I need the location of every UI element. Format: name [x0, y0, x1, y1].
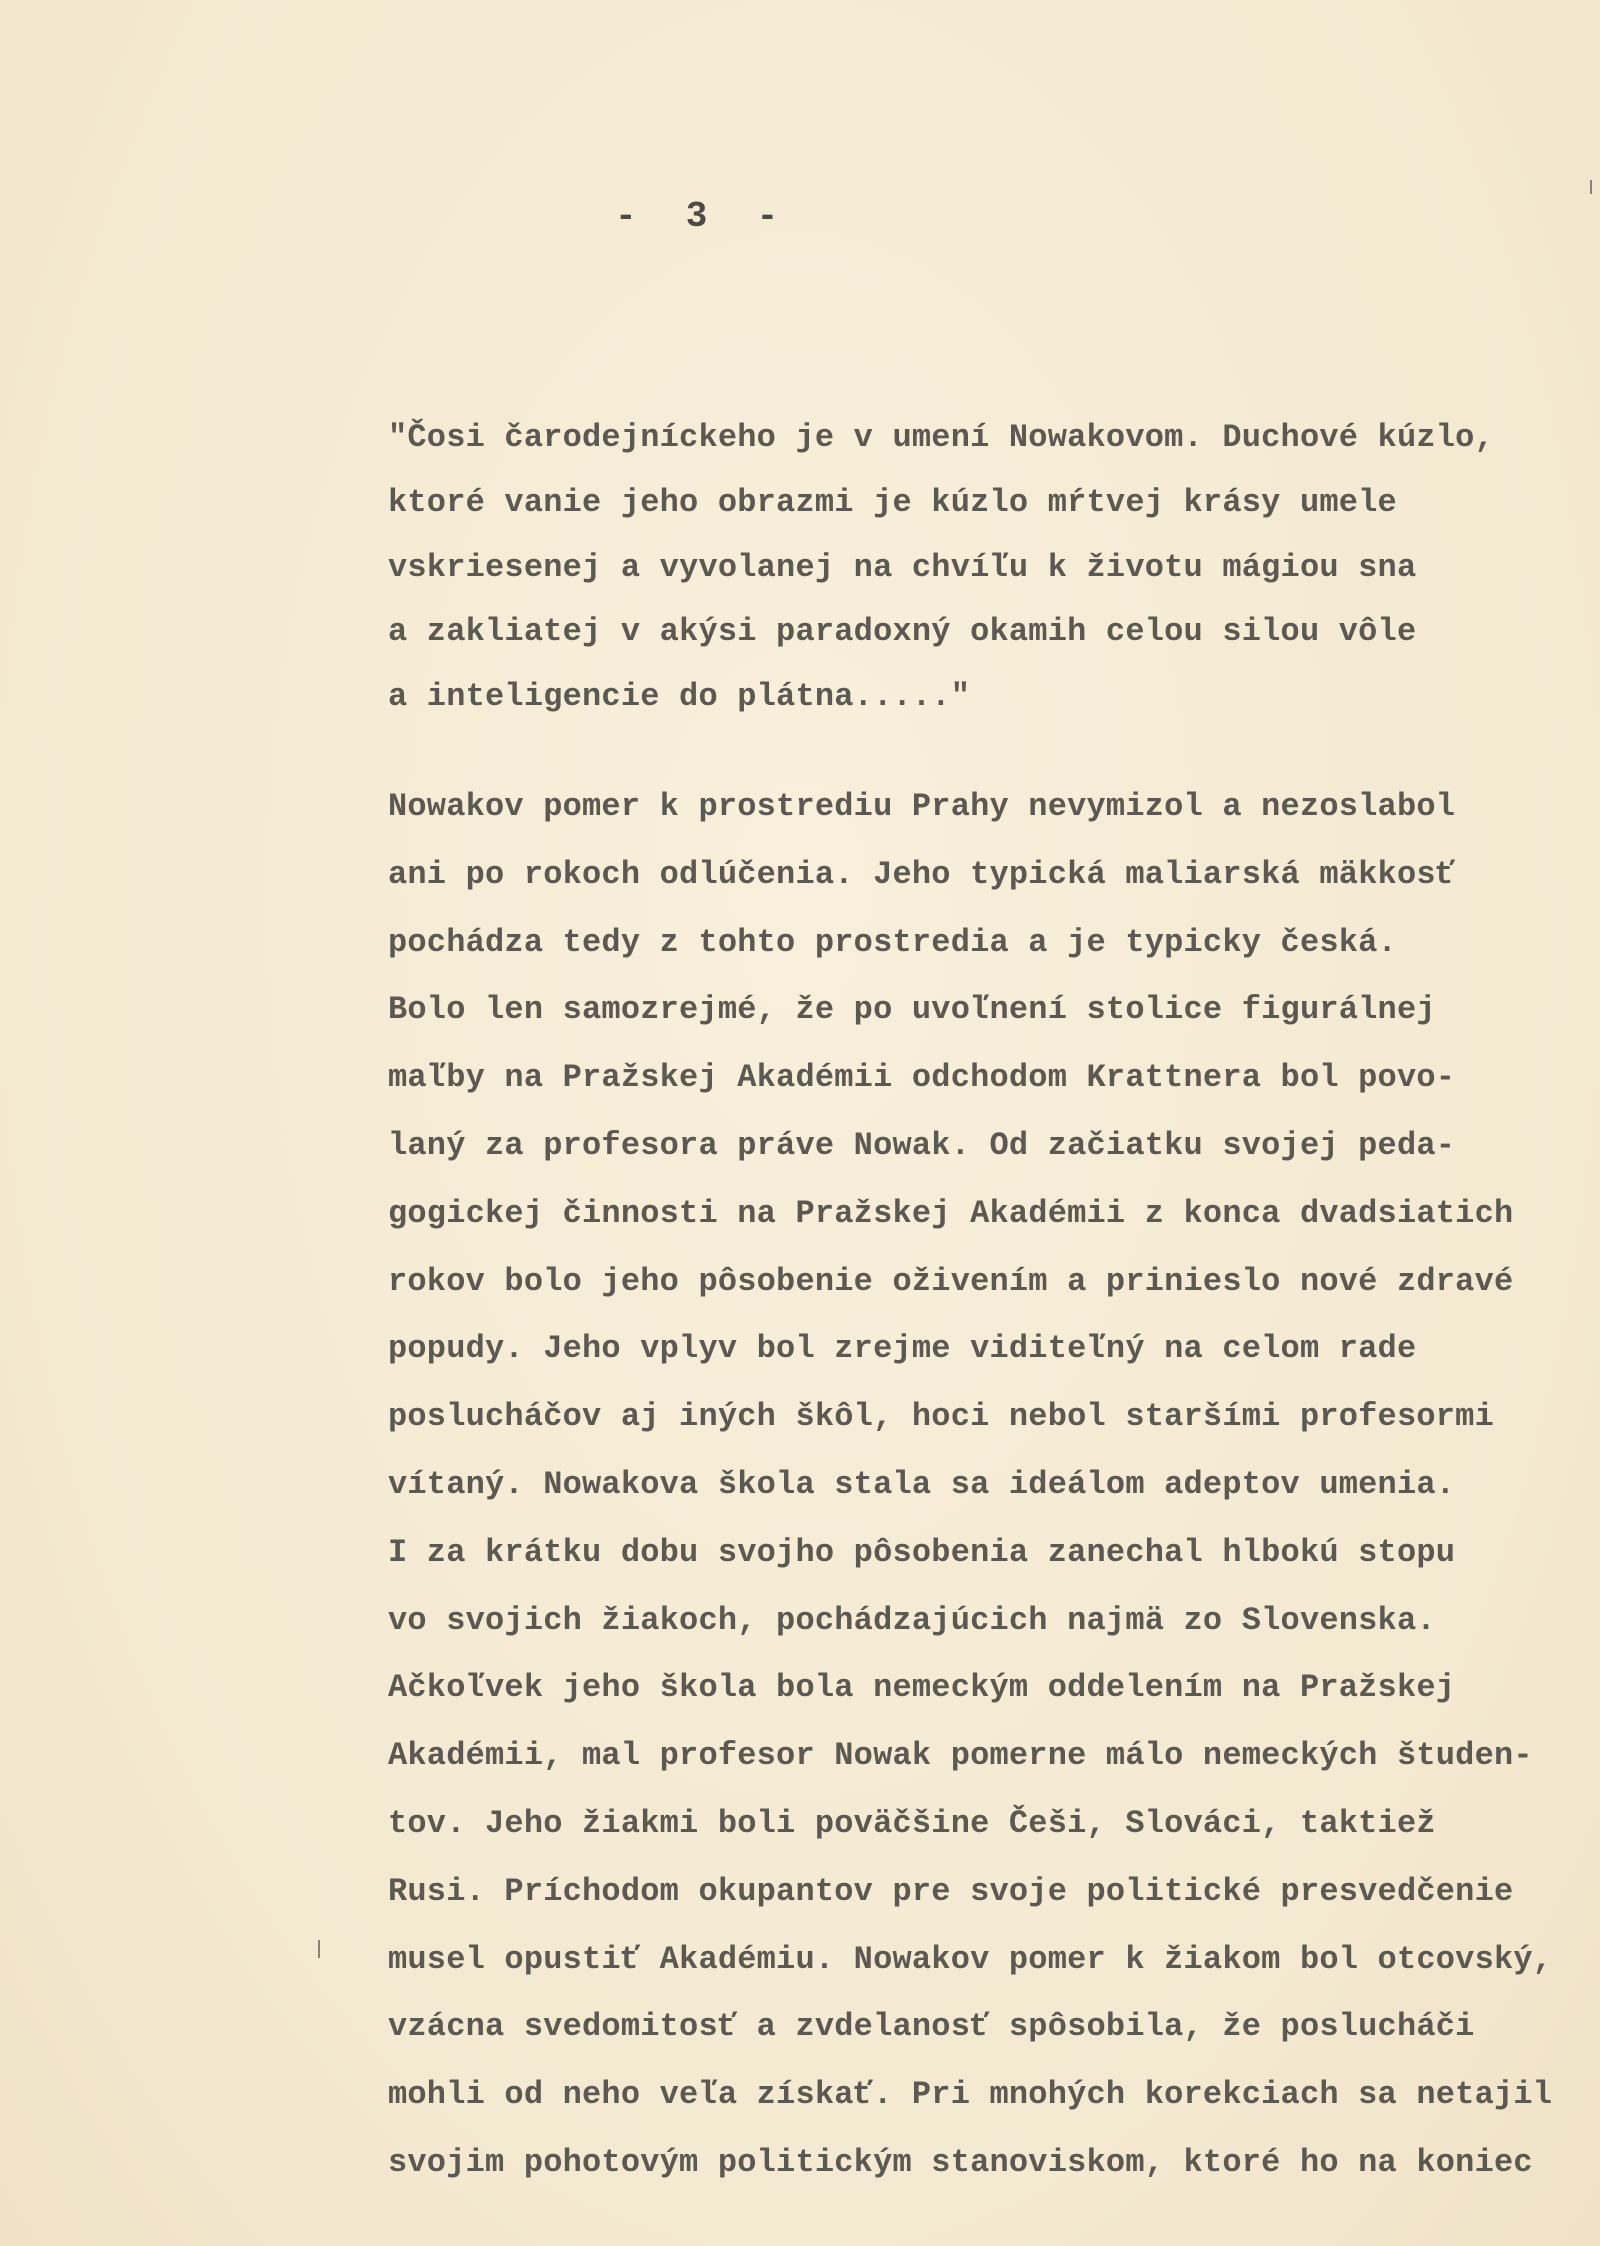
text-line: a zakliatej v akýsi paradoxný okamih celou silou vôle: [388, 613, 1417, 651]
text-line: vskriesenej a vyvolanej na chvíľu k životu mágiou sna: [388, 548, 1417, 586]
page-number: - 3 -: [615, 196, 781, 237]
text-line: "Čosi čarodejníckeho je v umení Nowakovom. Duchové kúzlo,: [388, 419, 1494, 456]
text-line: poslucháčov aj iných škôl, hoci nebol staršími profesormi: [388, 1398, 1494, 1436]
text-line: a inteligencie do plátna.....": [388, 678, 971, 716]
text-line: maľby na Pražskej Akadémii odchodom Krattnera bol povo-: [388, 1059, 1456, 1097]
margin-mark: [318, 1940, 320, 1958]
text-line: vítaný. Nowakova škola stala sa ideálom adeptov umenia.: [388, 1465, 1456, 1503]
text-line: I za krátku dobu svojho pôsobenia zanechal hlbokú stopu: [388, 1533, 1456, 1571]
text-line: Bolo len samozrejmé, že po uvoľnení stolice figurálnej: [388, 991, 1436, 1029]
text-line: Ačkoľvek jeho škola bola nemeckým oddelením na Pražskej: [388, 1669, 1456, 1707]
text-line: gogickej činnosti na Pražskej Akadémii z konca dvadsiatich: [388, 1194, 1514, 1232]
text-line: svojim pohotovým politickým stanoviskom, ktoré ho na koniec: [388, 2143, 1533, 2181]
text-line: musel opustiť Akadémiu. Nowakov pomer k žiakom bol otcovský,: [388, 1940, 1553, 1978]
text-line: laný za profesora práve Nowak. Od začiatku svojej peda-: [388, 1126, 1456, 1164]
margin-mark: [1590, 180, 1592, 194]
text-line: mohli od neho veľa získať. Pri mnohých korekciach sa netajil: [388, 2076, 1553, 2114]
body-paragraph: [388, 773, 1552, 2197]
text-line: vzácna svedomitosť a zvdelanosť spôsobila, že poslucháči: [388, 2008, 1475, 2046]
text-line: vo svojich žiakoch, pochádzajúcich najmä zo Slovenska.: [388, 1601, 1436, 1639]
text-line: Nowakov pomer k prostrediu Prahy nevymizol a nezoslabol: [388, 788, 1456, 825]
text-line: pochádza tedy z tohto prostredia a je typicky česká.: [388, 923, 1397, 961]
text-line: rokov bolo jeho pôsobenie oživením a prinieslo nové zdravé: [388, 1262, 1514, 1300]
text-line: Rusi. Príchodom okupantov pre svoje politické presvedčenie: [388, 1872, 1514, 1910]
quote-paragraph: [388, 406, 1494, 730]
text-line: Akadémii, mal profesor Nowak pomerne málo nemeckých študen-: [388, 1737, 1533, 1775]
text-line: ktoré vanie jeho obrazmi je kúzlo mŕtvej krásy umele: [388, 483, 1397, 521]
text-line: tov. Jeho žiakmi boli poväčšine Češi, Slováci, taktiež: [388, 1804, 1436, 1842]
text-line: ani po rokoch odlúčenia. Jeho typická maliarská mäkkosť: [388, 855, 1456, 893]
text-line: popudy. Jeho vplyv bol zrejme viditeľný na celom rade: [388, 1330, 1417, 1368]
